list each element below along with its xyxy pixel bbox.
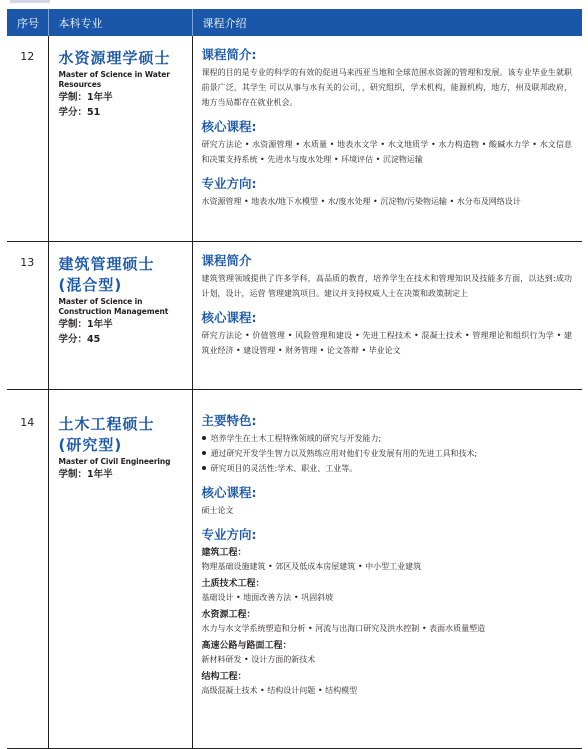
- section-text: 研究方法论 • 价值管理 • 风险管理和建设 • 先进工程技术 • 混凝土技术 • 管理理论和组织行为学 • 建筑业经济 • 建设管理 • 财务管理 • 论文答辩 • 毕业论文: [201, 330, 572, 355]
- direction-item: [202, 546, 573, 574]
- direction-item: [202, 577, 573, 605]
- list-item: 研究项目的灵活性:学术、职业、工业等。: [202, 461, 573, 476]
- direction-text: 高级混凝土技术 • 结构设计问题 • 结构模型: [201, 685, 358, 695]
- intro-cell: [192, 389, 582, 748]
- intro-cell: [192, 36, 582, 241]
- table-row-12: [7, 36, 582, 241]
- section-title: 专业方向:: [201, 176, 257, 191]
- section-text: 硕士论文: [201, 505, 234, 515]
- direction-title: 建筑工程：: [201, 547, 247, 558]
- direction-title: 结构工程：: [201, 671, 247, 682]
- duration: 学制：1年半: [58, 318, 113, 330]
- major-name-en: Master of Civil Engineering: [58, 456, 171, 466]
- intro-cell: [192, 241, 582, 389]
- direction-item: [202, 608, 573, 636]
- major-name-en: Master of Science in Construction Management: [58, 296, 169, 316]
- top-fragment: [10, 0, 50, 3]
- direction-title: 高速公路与路面工程：: [201, 640, 292, 651]
- program-table: [7, 9, 582, 749]
- major-cell: [48, 36, 192, 241]
- section-text: 建筑管理领域提供了许多学科，高品质的教育，培养学生在技术和管理知识及技能多方面，以达到:成功计划，设计，运营 管理建筑项目。建议并支持权威人士在决策和政策制定上: [201, 273, 572, 298]
- major-cell: [48, 241, 192, 389]
- section-text: 课程的目的是专业的科学的有效的促进马来西亚当地和全球范围水资源的管理和发展。该专业毕业生就职前景广泛，其学生 可以从事与水有关的公司，，研究组织，学术机构，能源机构，地方，州及联邦政府，地方当局都存在就业机会。: [201, 68, 572, 107]
- list-item: 培养学生在土木工程特殊领域的研究与开发能力;: [202, 431, 573, 446]
- duration: 学制：1年半: [58, 92, 113, 103]
- direction-item: [202, 639, 573, 667]
- section-title: 课程简介:: [201, 47, 257, 62]
- section-title: 核心课程:: [201, 484, 257, 500]
- major-name-cn: 土木工程硕士: [58, 414, 155, 433]
- header-major: 本科专业: [48, 9, 192, 36]
- duration: 学制：1年半: [58, 468, 113, 480]
- major-name-cn-type: (混合型): [58, 275, 123, 294]
- section-text: 研究方法论 • 水资源管理 • 水质量 • 地表水文学 • 水文地质学 • 水力构造物 • 酸碱水力学 • 水文信息和决策支持系统 • 先进水与废水处理 • 环境评估 • 沉淀物运输: [201, 140, 572, 164]
- row-number: 14: [7, 389, 48, 748]
- header-no: 序号: [7, 9, 48, 36]
- credits: 学分：51: [58, 107, 101, 118]
- top-strip: [0, 0, 588, 9]
- section-title: 专业方向:: [201, 526, 257, 542]
- credits: 学分：45: [58, 333, 101, 345]
- table-header-row: [7, 9, 582, 36]
- major-name-cn: 水资源理学硕士: [58, 49, 171, 67]
- table-row-14: [7, 389, 582, 748]
- direction-text: 水力与水文学系统塑造和分析 • 河流与出海口研究及洪水控制 • 表面水质量塑造: [201, 623, 486, 633]
- major-name-cn: 建筑管理硕士: [58, 254, 155, 273]
- major-cell: [48, 389, 192, 748]
- direction-item: [202, 670, 573, 698]
- section-title: 核心课程:: [201, 309, 257, 325]
- direction-text: 基础设计 • 地面改善方法 • 巩固斜坡: [201, 592, 334, 602]
- list-item: 通过研究开发学生智力以及熟练应用对他们专业发展有用的先进工具和技术;: [202, 446, 573, 461]
- section-text: 水资源管理 • 地表水/地下水模型 • 水/废水处理 • 沉淀物/污染物运输 • 水分布及网络设计: [201, 197, 521, 206]
- direction-title: 土质技术工程：: [201, 578, 265, 589]
- major-name-cn-type: (研究型): [58, 435, 123, 454]
- direction-title: 水资源工程：: [201, 609, 256, 620]
- section-title: 主要特色:: [201, 412, 257, 428]
- section-title: 核心课程:: [201, 119, 257, 134]
- direction-text: 新材料研发 • 设计方面的新技术: [201, 654, 316, 664]
- row-number: 13: [7, 241, 48, 389]
- direction-text: 物理基础设施建筑 • 郊区及低成本房屋建筑 • 中小型工业建筑: [201, 561, 422, 571]
- feature-list: [202, 431, 573, 476]
- table-row-13: [7, 241, 582, 389]
- header-intro: 课程介绍: [192, 9, 582, 36]
- section-title: 课程简介: [201, 252, 252, 268]
- major-name-en: Master of Science in Water Resources: [58, 70, 170, 89]
- row-number: 12: [7, 36, 48, 241]
